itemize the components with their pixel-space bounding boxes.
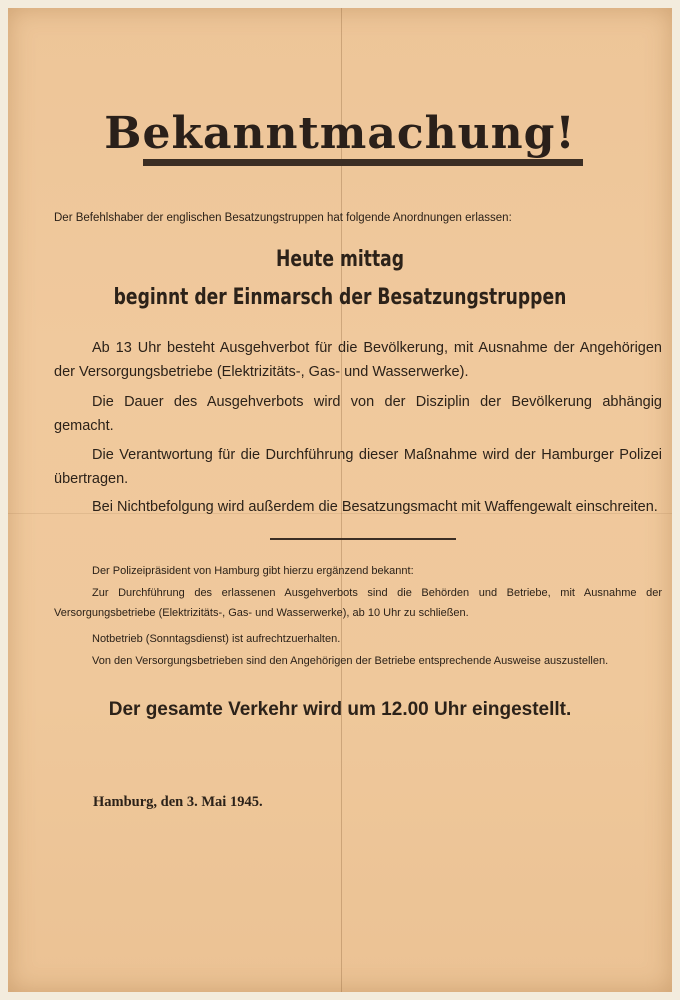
police-notice-emergency: Notbetrieb (Sonntagsdienst) ist aufrechtzuerhalten. [92,633,341,645]
title-underline [143,159,583,166]
headline-line-2: beginnt der Einmarsch der Besatzungstruppen [113,285,567,310]
police-notice-closures: Zur Durchführung des erlassenen Ausgehverbots sind die Behörden und Betriebe, mit Ausnahme der Versorgungsbetriebe (Elektrizitäts-, Gas- und Wasserwerke), ab 10 Uhr zu schließen. [54,587,662,619]
police-notice-intro: Der Polizeipräsident von Hamburg gibt hierzu ergänzend bekannt: [92,565,414,577]
order-paragraph-enforcement: Bei Nichtbefolgung wird außerdem die Besatzungsmacht mit Waffengewalt einschreiten. [92,499,658,515]
place-and-date: Hamburg, den 3. Mai 1945. [93,794,263,810]
poster-sheet [8,8,672,992]
order-paragraph-responsibility: Die Verantwortung für die Durchführung dieser Maßnahme wird der Hamburger Polizei übertragen. [54,447,662,487]
section-divider [270,538,456,540]
police-notice-passes: Von den Versorgungsbetrieben sind den Angehörigen der Betriebe entsprechende Ausweise auszustellen. [92,655,609,667]
intro-line: Der Befehlshaber der englischen Besatzungstruppen hat folgende Anordnungen erlassen: [54,212,512,224]
order-paragraph-duration: Die Dauer des Ausgehverbots wird von der Disziplin der Bevölkerung abhängig gemacht. [54,394,662,434]
poster-title: Bekanntmachung! [104,108,576,159]
order-paragraph-curfew: Ab 13 Uhr besteht Ausgehverbot für die Bevölkerung, mit Ausnahme der Angehörigen der Versorgungsbetriebe (Elektrizitäts-, Gas- und Wasserwerke). [54,340,662,380]
headline-line-1: Heute mittag [275,247,405,272]
traffic-notice: Der gesamte Verkehr wird um 12.00 Uhr eingestellt. [108,699,572,720]
